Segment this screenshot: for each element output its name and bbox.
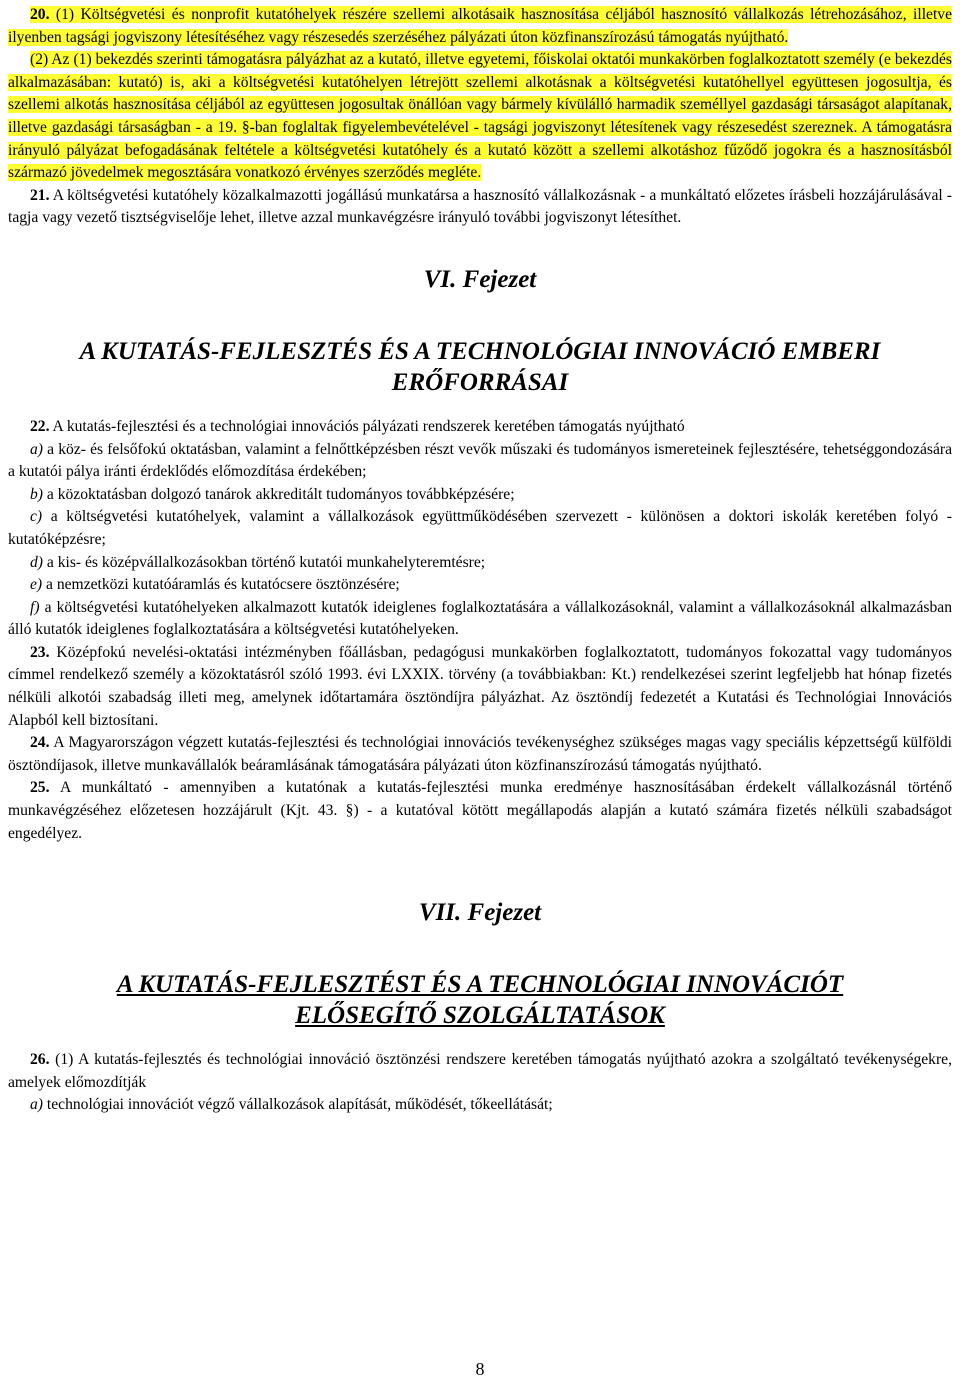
item-f-text: a költségvetési kutatóhelyeken alkalmazott kutatók ideiglenes foglalkoztatására a vállalkozásoknál, valamint a vállalkozásoknál alkalmazásban álló kutatók ideiglenes foglalkoztatására a költségvetési kutatóhelyeken.: [8, 598, 952, 639]
section-20-text-2: (2) Az (1) bekezdés szerinti támogatásra pályázhat az a kutató, illetve egyetemi, főiskolai oktatói munkakörben foglalkoztatott személy (e bekezdés alkalmazásában: kutató) is, aki a költségvetési kutatóhelyen létrejött szellemi alkotásnak a költségvetési kutatóhellyel együttesen jogosultja, és szellemi alkotás hasznosítása céljából az együttesen jogosultak önállóan vagy bármely kívülálló harmadik személlyel gazdasági társaságot alapítanak, illetve gazdasági társaságban - a 19. §-ban foglaltak figyelembevételével - tagsági jogviszonyt létesítenek vagy részesedést szereznek. A támogatásra irányuló pályázat befogadásának feltétele a költségvetési kutatóhely és a kutató között a szellemi alkotáshoz fűződő jogokra és a hasznosításból származó jövedelmek megosztására vonatkozó érvényes szerződés megléte.: [8, 51, 952, 182]
section-26-item-a: [8, 1094, 952, 1117]
document-page: [8, 4, 952, 1117]
section-22-item-f: [8, 597, 952, 642]
section-20-number: 20.: [30, 6, 50, 23]
chapter-6-heading: VI. Fejezet: [423, 265, 537, 293]
chapter-7-title: [8, 969, 952, 1031]
section-24-text: A Magyarországon végzett kutatás-fejlesztési és technológiai innovációs tevékenységhez szükséges magas vagy speciális képzettségű külföldi ösztöndíjasok, illetve munkavállalók beáramlásának támogatására pályázati úton közfinanszírozású támogatás nyújtható.: [8, 734, 952, 774]
section-22-item-c: [8, 506, 952, 551]
item-e-text: a nemzetközi kutatóáramlás és kutatócsere ösztönzésére;: [42, 576, 400, 594]
chapter-6-title: [8, 336, 952, 398]
page-number: 8: [475, 1359, 485, 1379]
item-b-label: b): [30, 485, 43, 503]
section-26-number: 26.: [30, 1051, 50, 1069]
item-a-text: a köz- és felsőfokú oktatásban, valamint a felnőttképzésben részt vevők műszaki és tudományos ismereteinek fejlesztésére, tehetséggondozására a kutatói pálya iránti érdeklődés előmozdítása érdekében;: [8, 440, 952, 481]
section-21-text: A költségvetési kutatóhely közalkalmazotti jogállású munkatársa a hasznosító vállalkozásnak - a munkáltató előzetes írásbeli hozzájárulásával - tagja vagy vezető tisztségviselője lehet, illetve azzal munkavégzésre irányuló további jogviszonyt létesíthet.: [8, 186, 952, 227]
item-a-label: a): [30, 440, 43, 458]
section-25-number: 25.: [30, 779, 50, 797]
chapter-6-title-line-2: ERŐFORRÁSAI: [391, 368, 569, 396]
section-21-number: 21.: [30, 186, 50, 204]
section-22-item-e: [8, 574, 952, 597]
section-20-text-1: (1) Költségvetési és nonprofit kutatóhelyek részére szellemi alkotásaik hasznosítása céljából hasznosító vállalkozás létrehozásához, illetve ilyenben tagsági jogviszony létesítéséhez vagy részesedés szerzéséhez pályázati úton közfinanszírozású támogatás nyújtható.: [8, 6, 952, 46]
item-d-text: a kis- és középvállalkozásokban történő kutatói munkahelyteremtésre;: [43, 553, 486, 571]
item-b-text: a közoktatásban dolgozó tanárok akkreditált tudományos továbbképzésére;: [43, 485, 515, 503]
chapter-7-title-line-1: A KUTATÁS-FEJLESZTÉST ÉS A TECHNOLÓGIAI INNOVÁCIÓT: [116, 971, 844, 999]
section-25-text: A munkáltató - amennyiben a kutatónak a kutatás-fejlesztési munka eredménye hasznosításában érdekelt vállalkozásnál történő munkavégzéséhez előzetesen hozzájárult (Kjt. 43. §) - a kutatóval kötött megállapodás alapján a kutató számára fizetés nélküli szabadságot engedélyez.: [8, 779, 952, 842]
chapter-6-title-line-1: A KUTATÁS-FEJLESZTÉS ÉS A TECHNOLÓGIAI INNOVÁCIÓ EMBERI: [79, 337, 881, 365]
item-f-label: f): [30, 598, 40, 616]
item-c-text: a költségvetési kutatóhelyek, valamint a vállalkozások együttműködésében szervezett - különösen a doktori iskolák keretében folyó - kutatóképzésre;: [8, 508, 952, 548]
chapter-7-title-line-2: ELŐSEGÍTŐ SZOLGÁLTATÁSOK: [295, 1002, 665, 1030]
item-d-label: d): [30, 553, 43, 571]
section-22-intro: [8, 416, 952, 439]
section-26-item-a-text: technológiai innovációt végző vállalkozások alapítását, működését, tőkeellátását;: [43, 1096, 553, 1114]
item-e-label: e): [30, 576, 43, 594]
section-21-paragraph: [8, 185, 952, 230]
section-25-paragraph: [8, 777, 952, 845]
section-24-paragraph: [8, 732, 952, 777]
section-22-number: 22.: [30, 417, 50, 435]
section-24-number: 24.: [30, 734, 50, 752]
section-20-paragraph-1: [8, 4, 952, 49]
item-c-label: c): [30, 508, 43, 526]
section-26-item-a-label: a): [30, 1096, 43, 1114]
chapter-7-heading: VII. Fejezet: [418, 899, 542, 927]
section-22-item-d: [8, 552, 952, 575]
section-20-paragraph-2: [8, 49, 952, 185]
section-26-intro: [8, 1049, 952, 1094]
section-22-item-a: [8, 439, 952, 484]
section-23-number: 23.: [30, 643, 50, 661]
section-22-intro-text: A kutatás-fejlesztési és a technológiai innovációs pályázati rendszerek keretében támogatás nyújtható: [49, 417, 685, 435]
section-22-item-b: [8, 484, 952, 507]
section-23-text: Középfokú nevelési-oktatási intézményben főállásban, pedagógusi munkakörben foglalkoztatott, tudományos fokozattal vagy tudományos címmel rendelkező személy a közoktatásról szóló 1993. évi LXXIX. törvény (a továbbiakban: Kt.) rendelkezései szerint legfeljebb hat hónap fizetés nélküli alkotói szabadság illeti meg, amelynek időtartamára ösztöndíjra pályázhat. Az ösztöndíj fedezetét a Kutatási és Technológiai Innovációs Alapból kell biztosítani.: [8, 643, 952, 729]
section-26-intro-text: (1) A kutatás-fejlesztés és technológiai innováció ösztönzési rendszere keretében támogatás nyújtható azokra a szolgáltató tevékenységekre, amelyek előmozdítják: [8, 1051, 952, 1091]
section-23-paragraph: [8, 642, 952, 732]
